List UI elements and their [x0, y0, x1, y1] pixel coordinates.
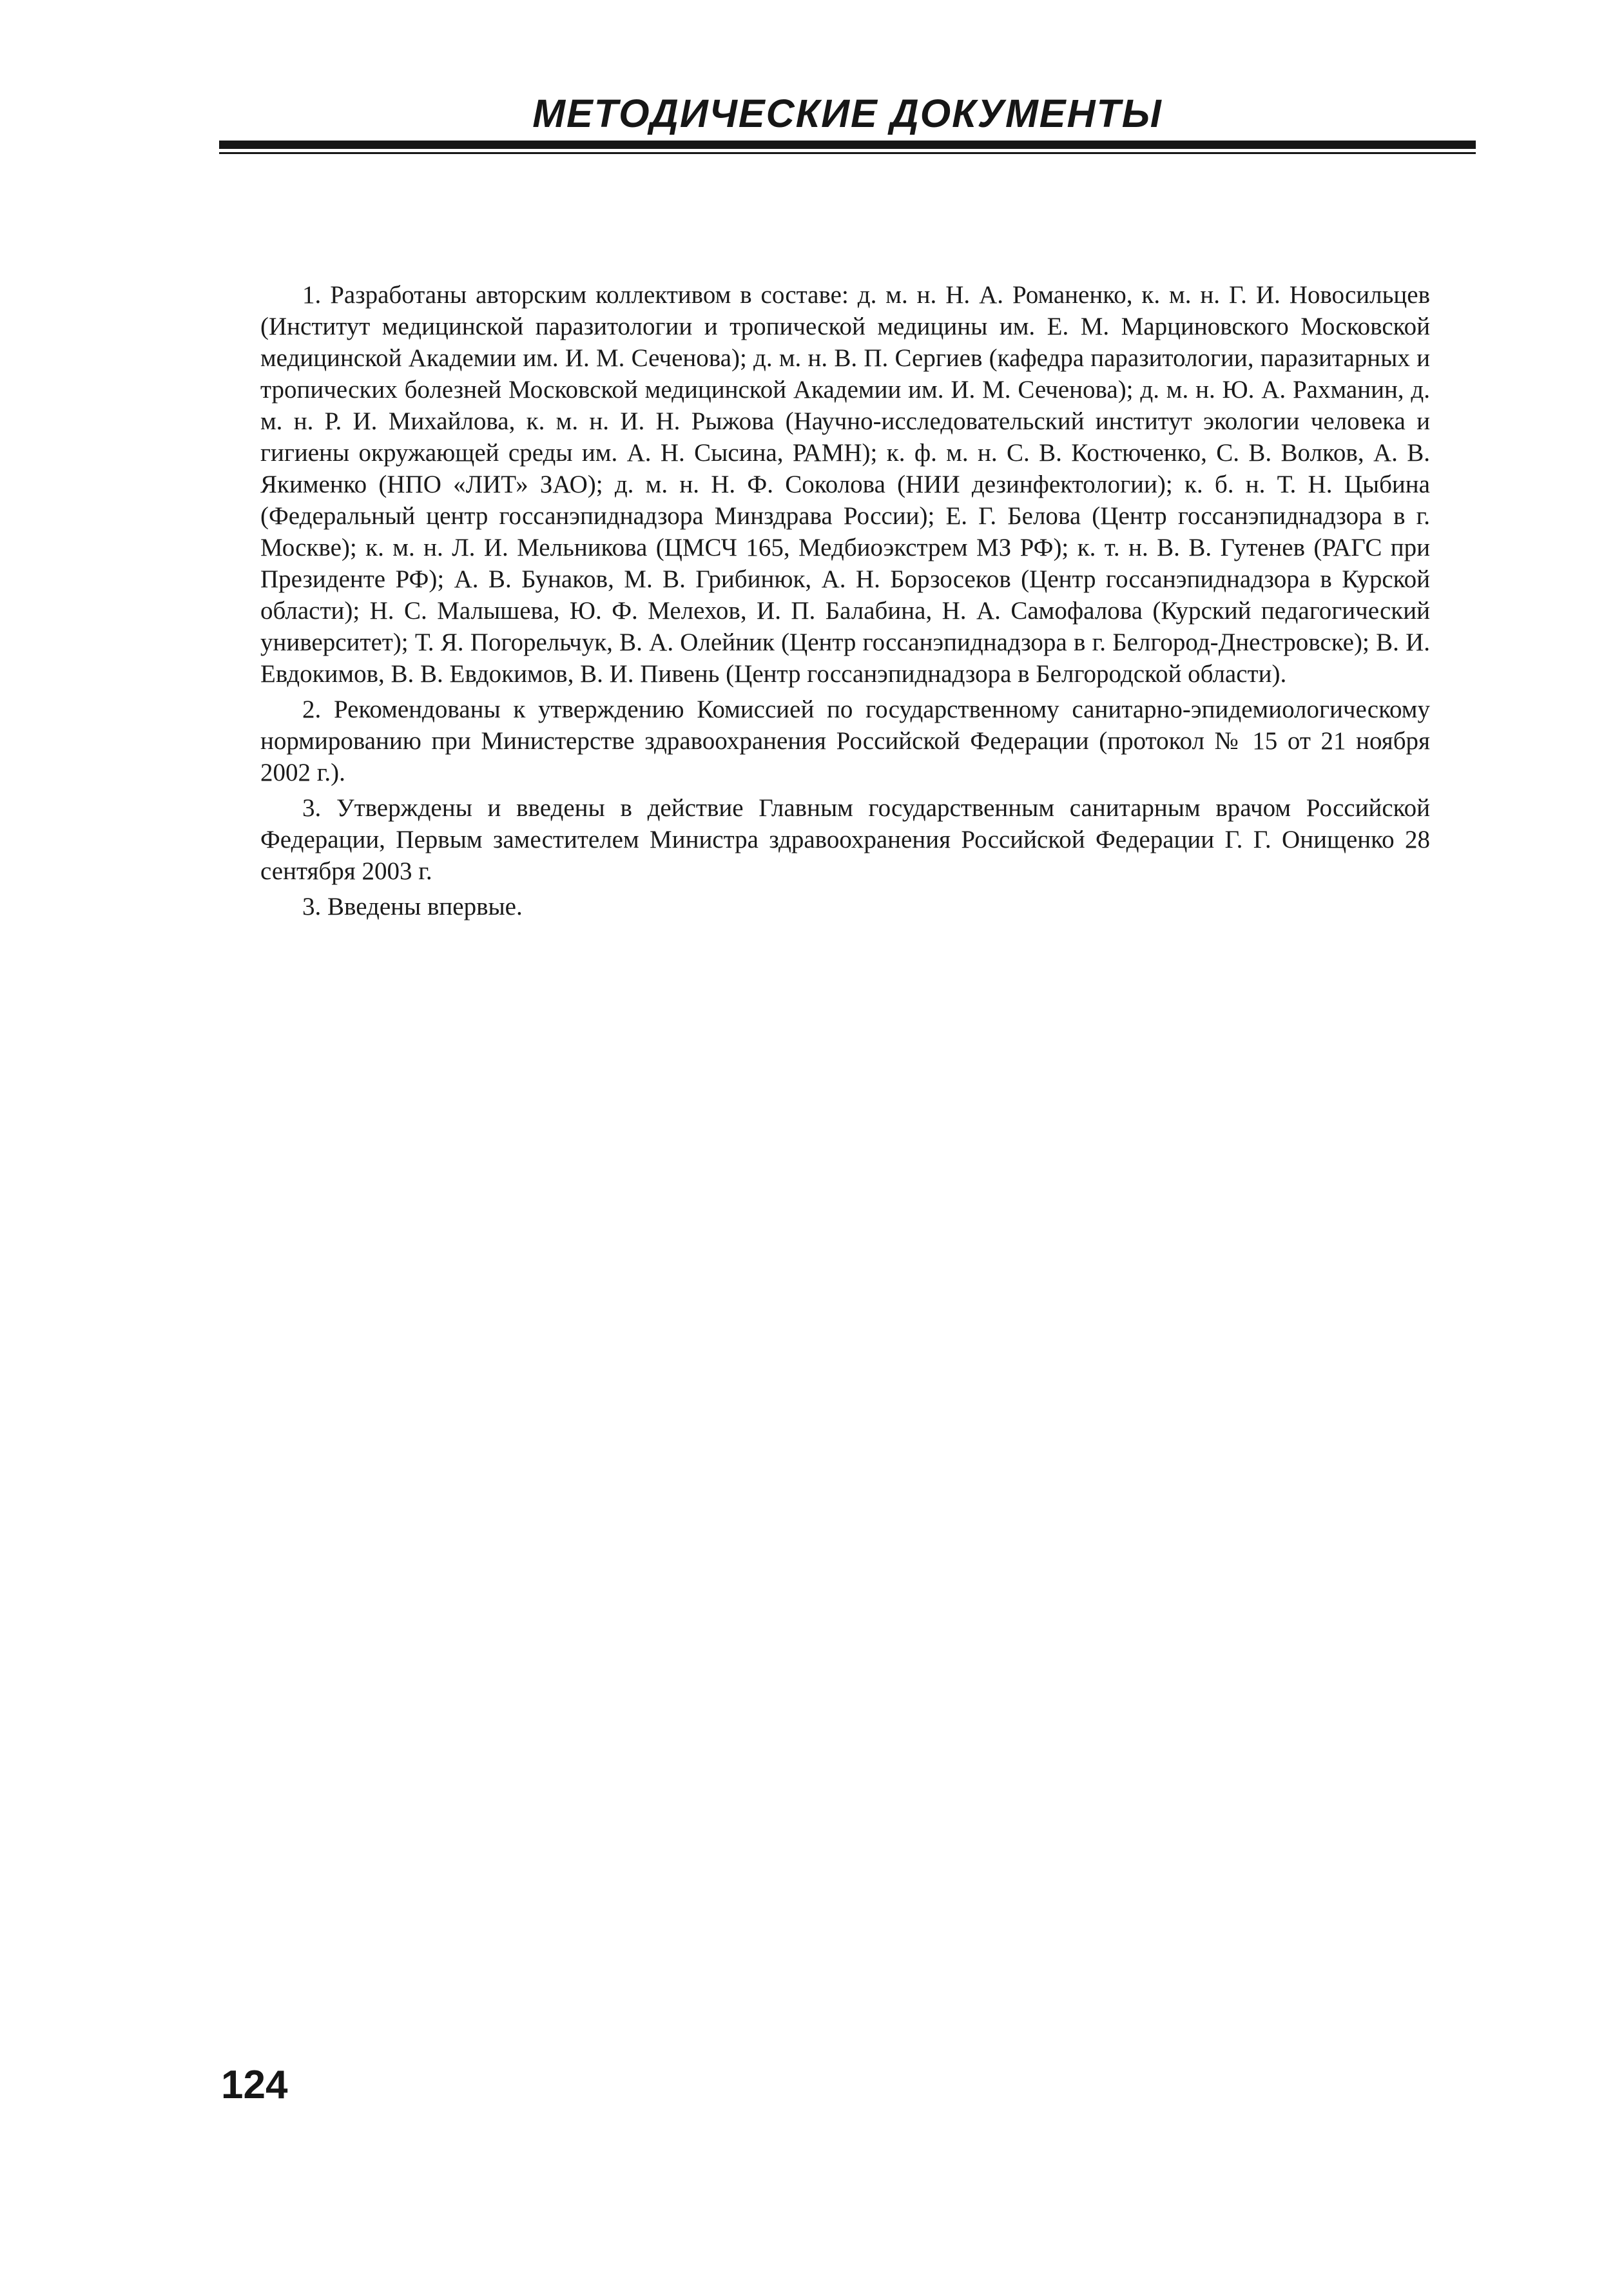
paragraph-developers: 1. Разработаны авторским коллективом в составе: д. м. н. Н. А. Романенко, к. м. н. Г. И. Новосильцев (Институт медицинской паразитологии и тропической медицины им. Е. М. Марциновского Московской медицинской Академии им. И. М. Сеченова); д. м. н. В. П. Сергиев (кафедра паразитологии, паразитарных и тропических болезней Московской медицинской Академии им. И. М. Сеченова); д. м. н. Ю. А. Рахманин, д. м. н. Р. И. Михайлова, к. м. н. И. Н. Рыжова (Научно-исследовательский институт экологии человека и гигиены окружающей среды им. А. Н. Сысина, РАМН); к. ф. м. н. С. В. Костюченко, С. В. Волков, А. В. Якименко (НПО «ЛИТ» ЗАО); д. м. н. Н. Ф. Соколова (НИИ дезинфектологии); к. б. н. Т. Н. Цыбина (Федеральный центр госсанэпиднадзора Минздрава России); Е. Г. Белова (Центр госсанэпиднадзора в г. Москве); к. м. н. Л. И. Мельникова (ЦМСЧ 165, Медбиоэкстрем МЗ РФ); к. т. н. В. В. Гутенев (РАГС при Президенте РФ); А. В. Бунаков, М. В. Грибинюк, А. Н. Борзосеков (Центр госсанэпиднадзора в Курской области); Н. С. Малышева, Ю. Ф. Мелехов, И. П. Балабина, Н. А. Самофалова (Курский педагогический университет); Т. Я. Погорельчук, В. А. Олейник (Центр госсанэпиднадзора в г. Белгород-Днестровске); В. И. Евдокимов, В. В. Евдокимов, В. И. Пивень (Центр госсанэпиднадзора в Белгородской области). — [260, 281, 1430, 688]
running-title: МЕТОДИЧЕСКИЕ ДОКУМЕНТЫ — [532, 92, 1163, 135]
paragraph-approved: 3. Утверждены и введены в действие Главным государственным санитарным врачом Российской Федерации, Первым заместителем Министра здравоохранения Российской Федерации Г. Г. Онищенко 28 сентября 2003 г. — [260, 794, 1430, 885]
header-rule-thin — [219, 152, 1476, 154]
paragraph-recommended: 2. Рекомендованы к утверждению Комиссией по государственному санитарно-эпидемиологическому нормированию при Министерстве здравоохранения Российской Федерации (протокол № 15 от 21 ноября 2002 г.). — [260, 696, 1430, 786]
body-text — [260, 279, 1430, 926]
running-header — [219, 88, 1476, 159]
paragraph-introduced: 3. Введены впервые. — [302, 893, 523, 920]
header-rule-thick — [219, 141, 1476, 149]
page-number: 124 — [221, 2063, 288, 2107]
